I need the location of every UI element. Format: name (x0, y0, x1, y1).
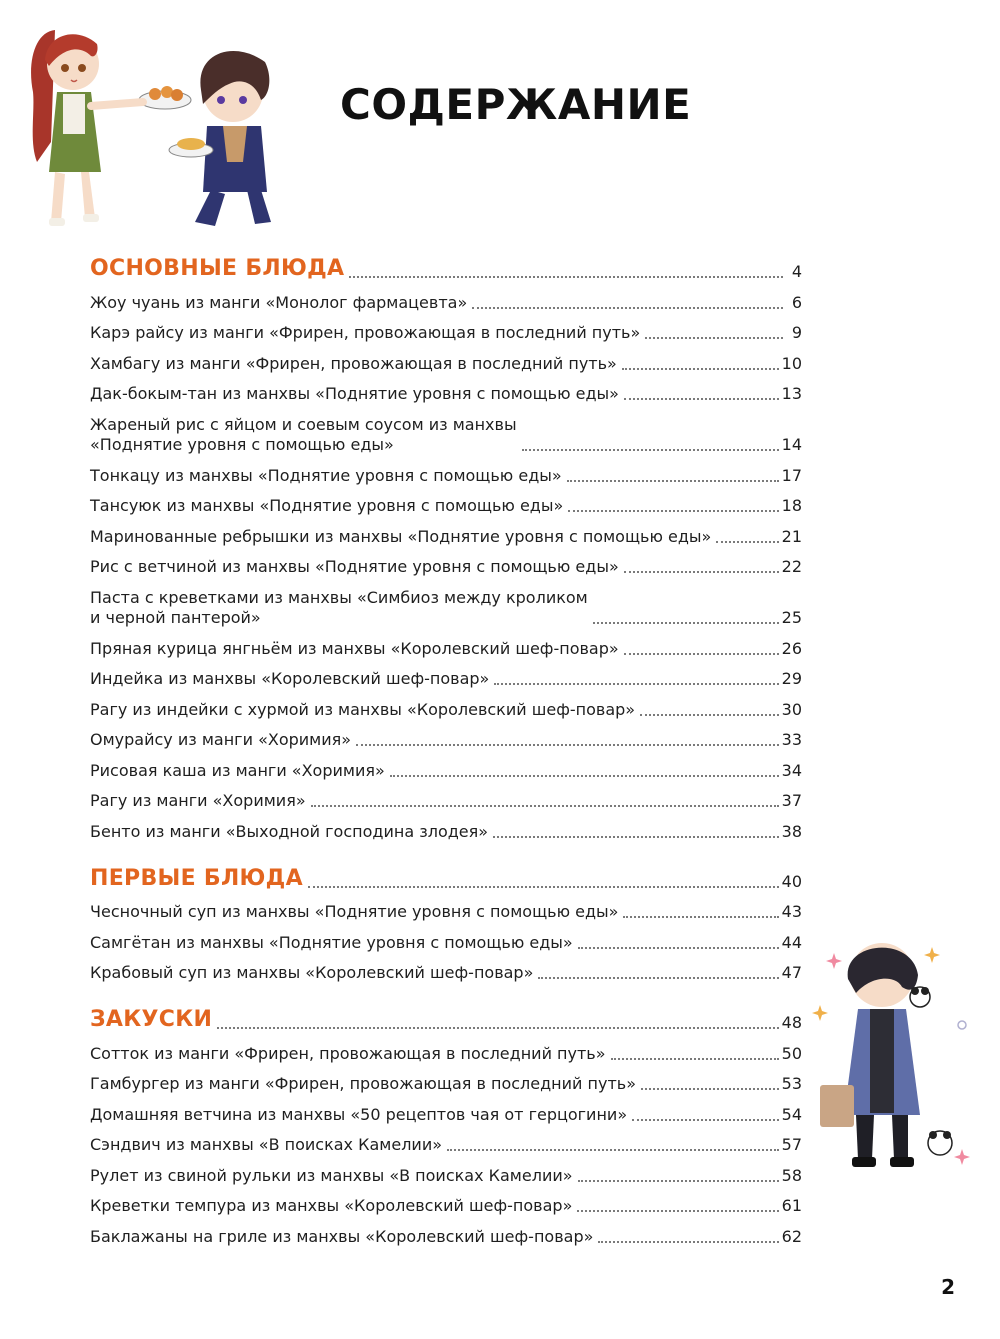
dot-leader (522, 449, 779, 451)
toc-section (90, 860, 802, 984)
toc-entry (90, 547, 802, 578)
section-heading-page: 4 (791, 262, 802, 281)
section-heading-page: 48 (781, 1013, 802, 1032)
dot-leader (624, 571, 779, 573)
toc-entry-page: 18 (781, 496, 802, 515)
toc-entry-title: Бенто из манги «Выходной господина злодея» (90, 821, 489, 841)
toc-entry (90, 1155, 802, 1186)
toc-entry-title: Тансуюк из манхвы «Поднятие уровня с помощью еды» (90, 496, 564, 515)
toc-entry-title: Чесночный суп из манхвы «Поднятие уровня с помощью еды» (90, 902, 619, 921)
toc-entry (90, 1064, 802, 1095)
toc-entry-title: Рагу из индейки с хурмой из манхвы «Королевский шеф-повар» (90, 699, 636, 719)
toc-entry-page: 43 (781, 902, 802, 921)
toc-entry-page: 26 (781, 638, 802, 658)
dot-leader (447, 1149, 779, 1151)
dot-leader (472, 307, 783, 309)
toc-entry-title: Домашняя ветчина из манхвы «50 рецептов чая от герцогини» (90, 1104, 628, 1124)
section-heading-title: ЗАКУСКИ (90, 1007, 213, 1032)
toc-entry (90, 811, 802, 842)
toc-entry (90, 1186, 802, 1217)
dot-leader (390, 775, 779, 777)
toc-entry (90, 577, 802, 628)
toc-entry-page: 13 (781, 384, 802, 403)
toc-entry (90, 781, 802, 812)
toc-entry-title: Карэ райсу из манги «Фрирен, провожающая в последний путь» (90, 323, 641, 342)
toc-entry-page: 30 (781, 699, 802, 719)
toc-entry-page: 44 (781, 932, 802, 952)
toc-entry-page: 38 (781, 821, 802, 841)
toc-entry-page: 50 (781, 1043, 802, 1063)
toc-section (90, 1001, 802, 1247)
toc-entry (90, 1125, 802, 1156)
toc-entry-page: 17 (781, 465, 802, 485)
toc-entry-title: Индейка из манхвы «Королевский шеф-повар» (90, 669, 490, 688)
toc-entry-title: Рис с ветчиной из манхвы «Поднятие уровня с помощью еды» (90, 557, 619, 576)
toc-section (90, 250, 802, 842)
section-heading (90, 860, 802, 892)
dot-leader (578, 1180, 779, 1182)
toc-entry-page: 25 (781, 608, 802, 627)
dot-leader (640, 714, 779, 716)
dot-leader (624, 653, 779, 655)
toc-entry (90, 892, 802, 923)
toc-entry (90, 1033, 802, 1064)
dot-leader (593, 622, 779, 624)
toc-entry-title: Жоу чуань из манги «Монолог фармацевта» (90, 292, 468, 312)
section-heading-title: ОСНОВНЫЕ БЛЮДА (90, 256, 345, 281)
toc-entry-title: Самгётан из манхвы «Поднятие уровня с помощью еды» (90, 932, 573, 952)
chibi-chefs-illustration (15, 22, 295, 237)
toc-entry-page: 14 (781, 435, 802, 454)
toc-entry (90, 953, 802, 984)
dot-leader (716, 541, 778, 543)
dot-leader (567, 480, 779, 482)
toc-entry-page: 22 (781, 557, 802, 576)
toc-entry-title: Хамбагу из манги «Фрирен, провожающая в последний путь» (90, 353, 617, 373)
toc-entry (90, 720, 802, 751)
toc-entry-title: Маринованные ребрышки из манхвы «Поднятие уровня с помощью еды» (90, 526, 712, 546)
toc-entry-page: 9 (791, 323, 802, 342)
toc-entry (90, 750, 802, 781)
toc-entry (90, 343, 802, 374)
dot-leader (641, 1088, 779, 1090)
toc-entry-title: Креветки темпура из манхвы «Королевский шеф-повар» (90, 1196, 573, 1215)
toc-entry-page: 53 (781, 1074, 802, 1093)
dot-leader (217, 1027, 778, 1029)
section-heading-page: 40 (781, 871, 802, 891)
toc-entry-title: Рагу из манги «Хоримия» (90, 791, 306, 810)
toc-entry (90, 486, 802, 517)
toc-entry-page: 29 (781, 669, 802, 688)
dot-leader (578, 947, 779, 949)
dot-leader (349, 276, 783, 278)
toc-entry (90, 689, 802, 720)
toc-entry (90, 1094, 802, 1125)
toc-entry-page: 54 (781, 1104, 802, 1124)
dot-leader (611, 1058, 779, 1060)
section-heading-title: ПЕРВЫЕ БЛЮДА (90, 865, 303, 891)
toc-entry-title: Жареный рис с яйцом и соевым соусом из манхвы «Поднятие уровня с помощью еды» (90, 415, 517, 454)
dot-leader (623, 916, 778, 918)
toc-entry-title: Гамбургер из манги «Фрирен, провожающая в последний путь» (90, 1074, 636, 1093)
toc-entry-title: Крабовый суп из манхвы «Королевский шеф-повар» (90, 963, 534, 982)
toc-entry-title: Тонкацу из манхвы «Поднятие уровня с помощью еды» (90, 465, 562, 485)
toc-entry-page: 33 (781, 730, 802, 749)
toc-entry-title: Сотток из манги «Фрирен, провожающая в последний путь» (90, 1043, 606, 1063)
toc-entry (90, 374, 802, 405)
page-number: 2 (941, 1275, 955, 1299)
toc-entry-page: 6 (791, 292, 802, 312)
toc-entry-page: 10 (781, 353, 802, 373)
toc-entry-title: Пряная курица янгньём из манхвы «Королевский шеф-повар» (90, 638, 619, 658)
dot-leader (632, 1119, 779, 1121)
dot-leader (311, 805, 779, 807)
toc-entry (90, 516, 802, 547)
toc-entry-title: Паста с креветками из манхвы «Симбиоз между кроликом и черной пантерой» (90, 588, 588, 627)
table-of-contents (90, 250, 802, 1247)
toc-entry-page: 34 (781, 760, 802, 780)
toc-entry (90, 282, 802, 313)
toc-entry-page: 61 (781, 1196, 802, 1215)
toc-entry-title: Сэндвич из манхвы «В поисках Камелии» (90, 1135, 442, 1154)
toc-entry-title: Рисовая каша из манги «Хоримия» (90, 760, 385, 780)
dot-leader (577, 1210, 778, 1212)
toc-entry-page: 37 (781, 791, 802, 810)
toc-entry (90, 455, 802, 486)
toc-entry-page: 21 (781, 526, 802, 546)
page-title: СОДЕРЖАНИЕ (340, 80, 692, 129)
toc-entry (90, 659, 802, 690)
dot-leader (493, 836, 779, 838)
dot-leader (598, 1241, 778, 1243)
toc-entry (90, 404, 802, 455)
chibi-boy-panda-illustration (812, 935, 992, 1185)
toc-entry-page: 58 (781, 1165, 802, 1185)
dot-leader (538, 977, 778, 979)
toc-entry-title: Рулет из свиной рульки из манхвы «В поисках Камелии» (90, 1165, 573, 1185)
dot-leader (624, 398, 779, 400)
toc-entry (90, 313, 802, 344)
toc-entry-title: Баклажаны на гриле из манхвы «Королевский шеф-повар» (90, 1226, 594, 1246)
toc-entry-page: 57 (781, 1135, 802, 1154)
section-heading (90, 1001, 802, 1033)
section-heading (90, 250, 802, 282)
dot-leader (622, 368, 779, 370)
toc-entry-title: Дак-бокым-тан из манхвы «Поднятие уровня с помощью еды» (90, 384, 619, 403)
dot-leader (645, 337, 783, 339)
dot-leader (568, 510, 778, 512)
dot-leader (356, 744, 779, 746)
dot-leader (308, 886, 779, 888)
dot-leader (494, 683, 778, 685)
toc-entry (90, 1216, 802, 1247)
toc-entry-title: Омурайсу из манги «Хоримия» (90, 730, 352, 749)
toc-entry (90, 628, 802, 659)
toc-entry-page: 47 (781, 963, 802, 982)
toc-entry (90, 922, 802, 953)
toc-entry-page: 62 (781, 1226, 802, 1246)
